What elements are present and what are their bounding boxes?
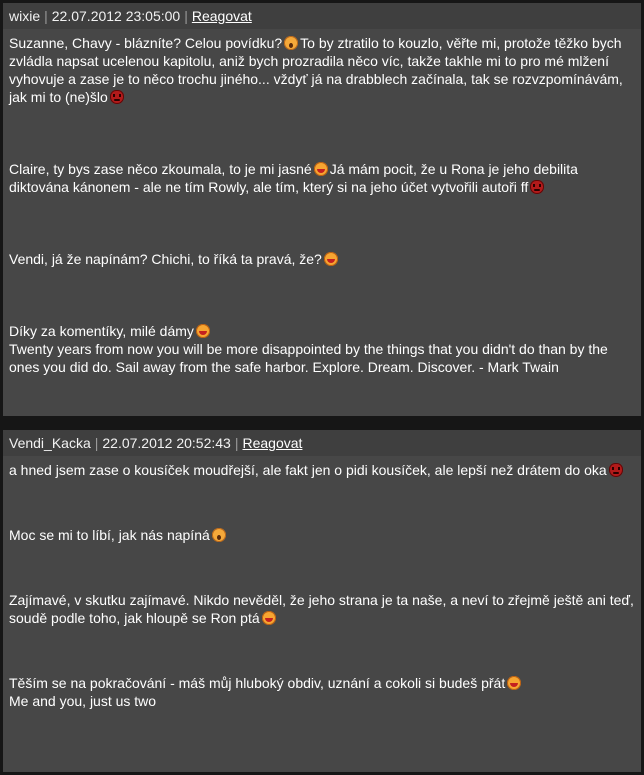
surprised-emoticon-icon [284,36,298,50]
surprised-emoticon-icon [212,528,226,542]
header-divider: | [94,435,99,451]
reply-link[interactable]: Reagovat [242,435,303,451]
comment-paragraph [9,250,635,268]
comment-body [3,29,641,376]
grin-emoticon-icon [324,252,338,266]
paragraph-text: Suzanne, Chavy - blázníte? Celou povídku? [9,35,283,51]
devil-emoticon-icon [110,90,124,104]
comment-header [3,430,641,456]
grin-emoticon-icon [196,324,210,338]
comment-body [3,456,641,710]
header-divider: | [44,8,48,24]
paragraph-text: Těším se na pokračování - máš můj hluboký obdiv, uznání a cokoli si budeš přát [9,675,506,691]
comment-author: wixie [9,8,41,24]
signature: Twenty years from now you will be more disappointed by the things that you didn't do than by the ones you did do. Sail away from the safe harbor. Explore. Dream. Discover. - Mark Twain [9,341,608,375]
header-divider: | [184,8,188,24]
comment-author: Vendi_Kacka [9,435,91,451]
comment-datetime: 22.07.2012 23:05:00 [51,8,181,24]
comment-paragraph [9,591,635,627]
comment-card [3,430,641,772]
signature: Me and you, just us two [9,693,157,709]
comment-paragraph [9,160,635,196]
devil-emoticon-icon [530,180,544,194]
comment-card [3,3,641,416]
comment-paragraph [9,461,635,479]
paragraph-text: Zajímavé, v skutku zajímavé. Nikdo nevěděl, že jeho strana je ta naše, a neví to zřejmě ještě ani teď, soudě podle toho, jak hloupě se Ron ptá [9,592,634,626]
devil-emoticon-icon [609,463,623,477]
grin-emoticon-icon [262,611,276,625]
header-divider: | [234,435,239,451]
comment-paragraph [9,526,635,544]
comment-datetime: 22.07.2012 20:52:43 [102,435,231,451]
comment-paragraph [9,34,635,106]
paragraph-text: Vendi, já že napínám? Chichi, to říká ta pravá, že? [9,251,322,267]
paragraph-text: a hned jsem zase o kousíček moudřejší, ale fakt jen o pidi kousíček, ale lepší než drátem do oka [9,462,607,478]
reply-link[interactable]: Reagovat [191,8,252,24]
paragraph-text: To by ztratilo to kouzlo, věřte mi, protože těžko bych zvládla napsat ucelenou kapitolu, aniž bych prozradila něco víc, takže takhle mi to pro mé mlžení vyhovuje a zase je to něco trochu jiného... vždyť já na drabblech začínala, tak se rozvzpomínávám, jak mi to (ne)šlo [9,35,623,105]
grin-emoticon-icon [314,162,328,176]
paragraph-text: Moc se mi to líbí, jak nás napíná [9,527,210,543]
paragraph-text: Díky za komentíky, milé dámy [9,323,194,339]
grin-emoticon-icon [507,676,521,690]
comment-paragraph [9,322,635,340]
paragraph-text: Já mám pocit, že u Rona je jeho debilita diktována kánonem - ale ne tím Rowly, ale tím, který si na jeho účet vytvořili autoři ff [9,161,578,195]
comment-paragraph [9,674,635,692]
paragraph-text: Claire, ty bys zase něco zkoumala, to je mi jasné [9,161,312,177]
comment-header [3,3,641,29]
